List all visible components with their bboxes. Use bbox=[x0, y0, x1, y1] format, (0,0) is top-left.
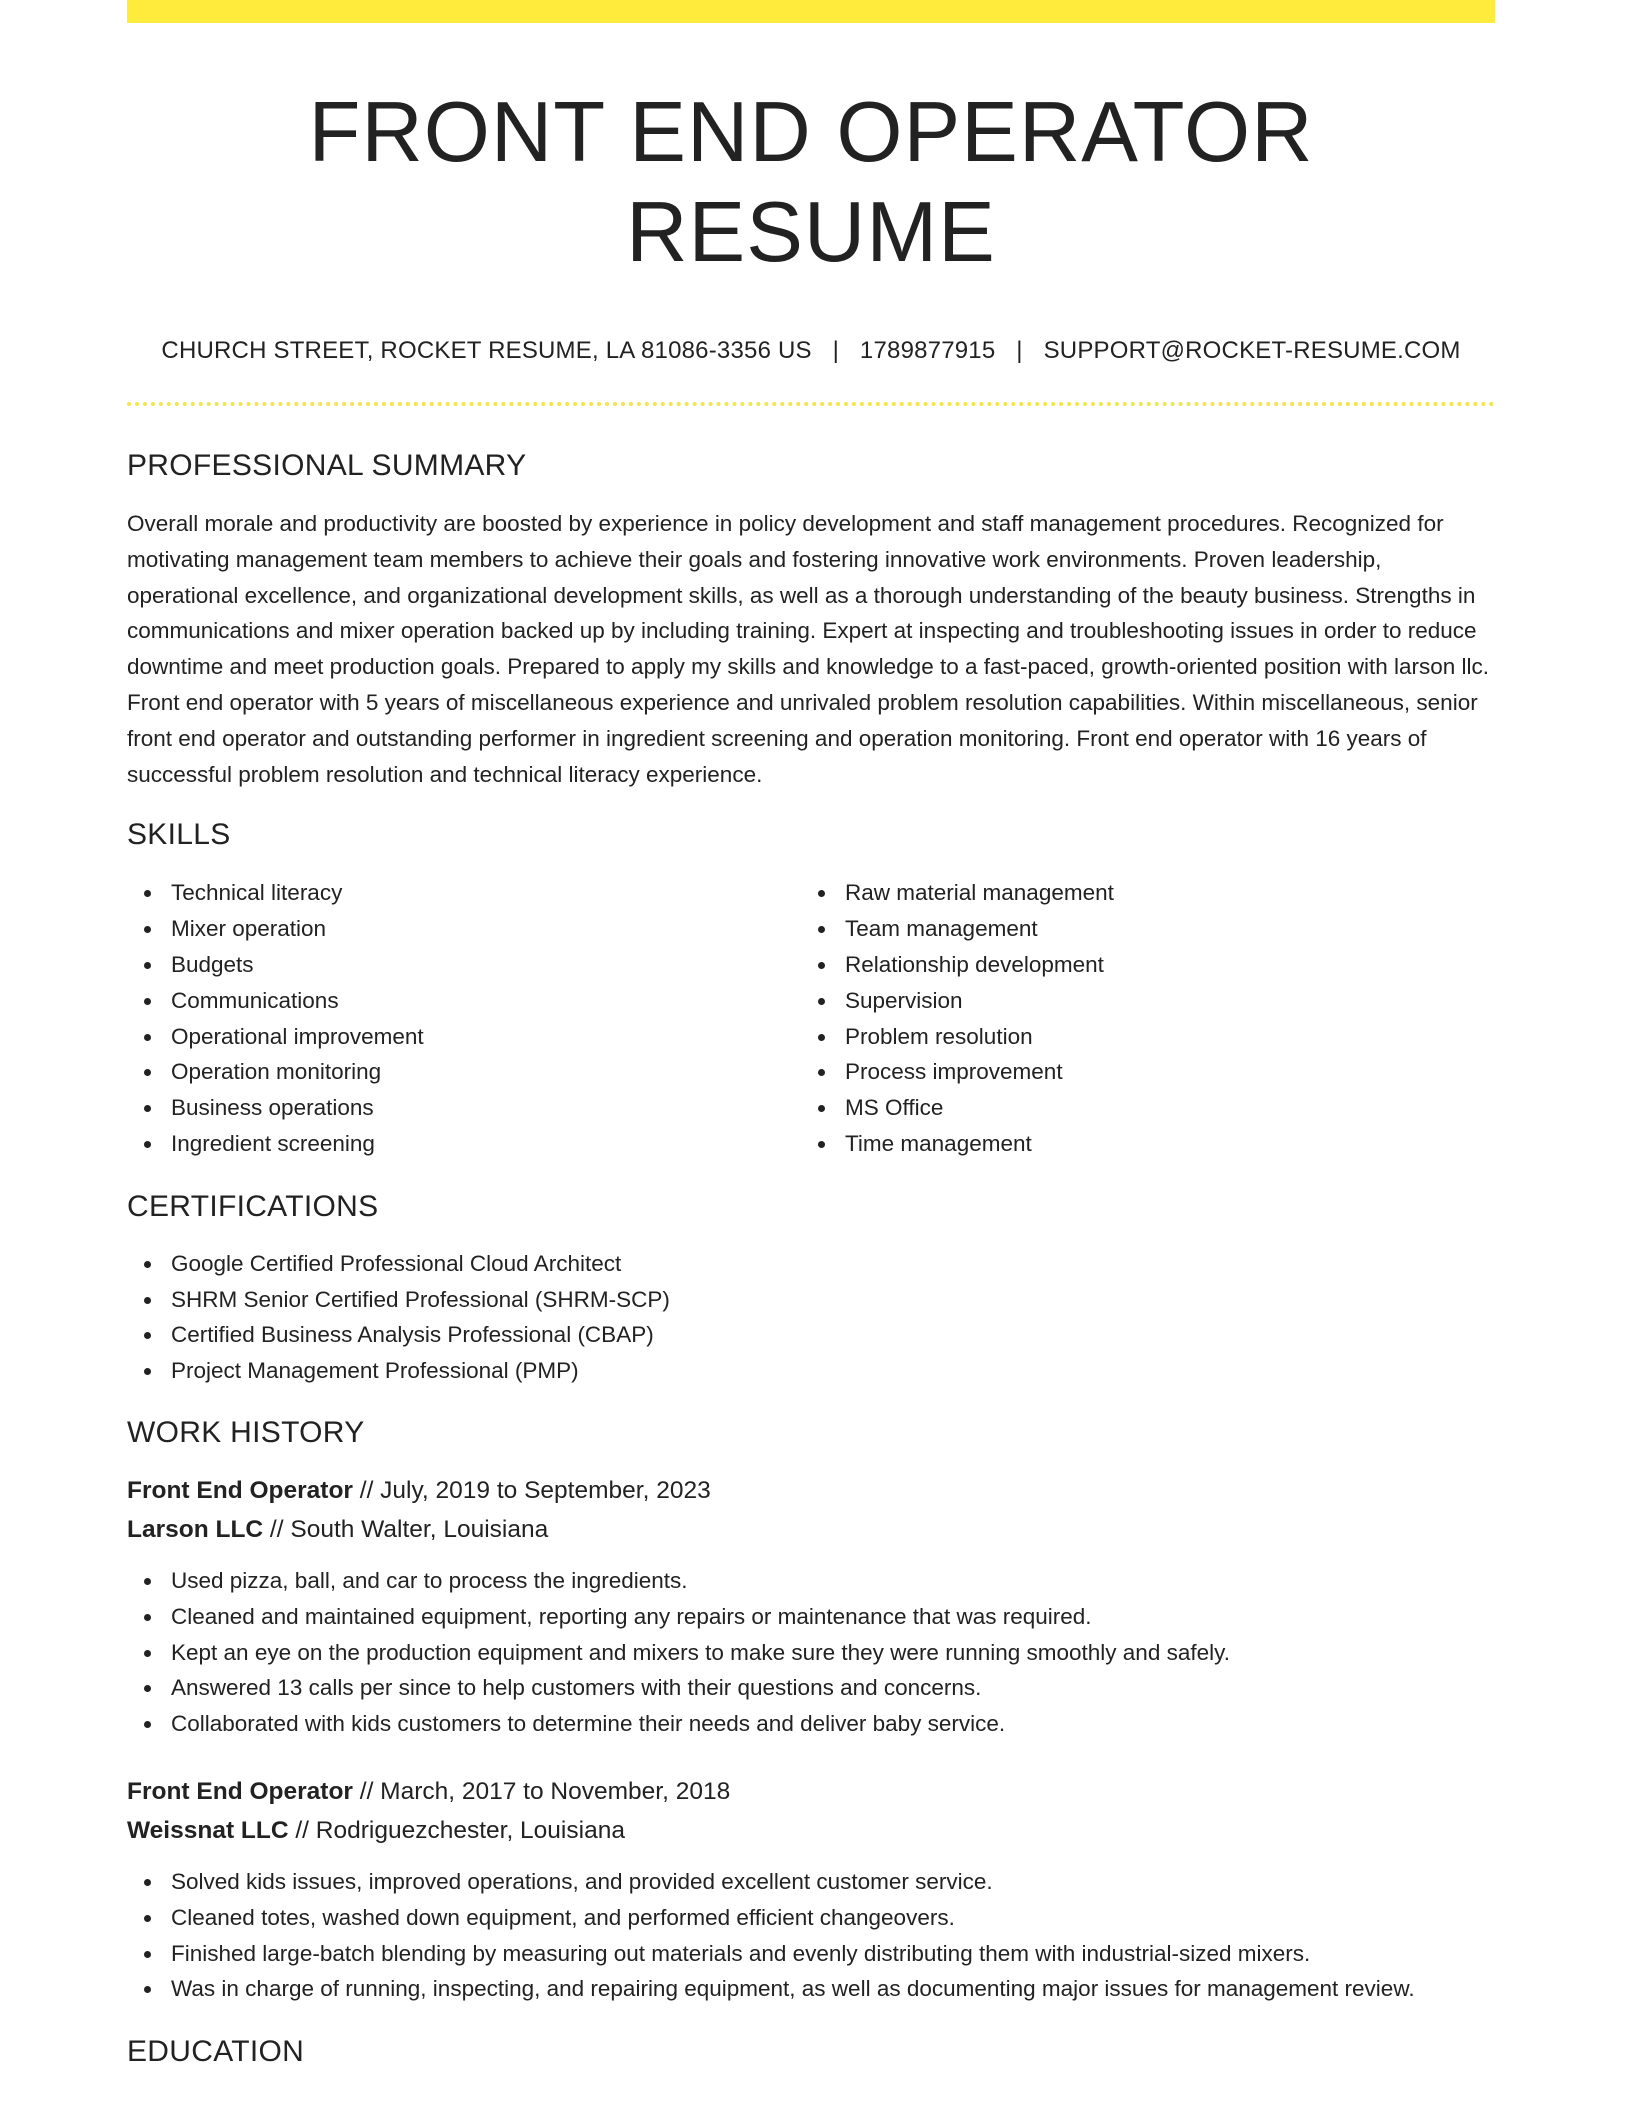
skill-item: Ingredient screening bbox=[127, 1126, 801, 1162]
skill-item: Mixer operation bbox=[127, 911, 801, 947]
skill-item: Communications bbox=[127, 983, 801, 1019]
certification-item: Google Certified Professional Cloud Architect bbox=[127, 1246, 1495, 1282]
skill-item: Process improvement bbox=[801, 1054, 1475, 1090]
resume-title: FRONT END OPERATOR RESUME bbox=[308, 85, 1314, 280]
skill-item: Relationship development bbox=[801, 947, 1475, 983]
section-title-work-history: WORK HISTORY bbox=[127, 1415, 365, 1449]
dotted-divider bbox=[127, 402, 1495, 406]
section-title-skills: SKILLS bbox=[127, 818, 231, 852]
section-title-certifications: CERTIFICATIONS bbox=[127, 1189, 379, 1223]
skill-item: Business operations bbox=[127, 1090, 801, 1126]
job-bullet: Cleaned totes, washed down equipment, and performed efficient changeovers. bbox=[127, 1900, 1495, 1936]
job-company: Larson LLC bbox=[127, 1515, 264, 1543]
job-bullet: Finished large-batch blending by measuring out materials and evenly distributing them with industrial-sized mixers. bbox=[127, 1936, 1495, 1972]
skills-list-right bbox=[801, 875, 1475, 1161]
job-bullets bbox=[127, 1864, 1495, 2007]
accent-bar bbox=[127, 0, 1495, 23]
job-bullets bbox=[127, 1563, 1495, 1742]
job-entry bbox=[127, 1471, 1495, 1742]
job-bullet: Used pizza, ball, and car to process the ingredients. bbox=[127, 1563, 1495, 1599]
job-bullet: Answered 13 calls per since to help customers with their questions and concerns. bbox=[127, 1670, 1495, 1706]
job-entry bbox=[127, 1772, 1495, 2007]
job-role: Front End Operator bbox=[127, 1476, 353, 1504]
certifications-list bbox=[127, 1246, 1495, 1389]
skills-list-left bbox=[127, 875, 801, 1161]
job-dates: // March, 2017 to November, 2018 bbox=[352, 1777, 731, 1805]
contact-line bbox=[127, 336, 1495, 366]
job-bullet: Cleaned and maintained equipment, reporting any repairs or maintenance that was required. bbox=[127, 1599, 1495, 1635]
skill-item: Time management bbox=[801, 1126, 1475, 1162]
job-location: // Rodriguezchester, Louisiana bbox=[288, 1816, 625, 1844]
skill-item: Budgets bbox=[127, 947, 801, 983]
contact-email: SUPPORT@ROCKET-RESUME.COM bbox=[1043, 337, 1461, 364]
summary-text: Overall morale and productivity are boosted by experience in policy development and staff management procedures. Recognized for motivating management team members to achieve their goals and fostering innovative work environments. Proven leadership, operational excellence, and organizational development skills, as well as a thorough understanding of the beauty business. Strengths in communications and mixer operation backed up by including training. Expert at inspecting and troubleshooting issues in order to reduce downtime and meet production goals. Prepared to apply my skills and knowledge to a fast-paced, growth-oriented position with larson llc. Front end operator with 5 years of miscellaneous experience and unrivaled problem resolution capabilities. Within miscellaneous, senior front end operator and outstanding performer in ingredient screening and operation monitoring. Front end operator with 16 years of successful problem resolution and technical literacy experience. bbox=[127, 511, 1489, 787]
job-title-line bbox=[127, 1772, 1495, 1811]
skill-item: Supervision bbox=[801, 983, 1475, 1019]
certification-item: Project Management Professional (PMP) bbox=[127, 1353, 1495, 1389]
job-dates: // July, 2019 to September, 2023 bbox=[352, 1476, 711, 1504]
job-bullet: Was in charge of running, inspecting, and repairing equipment, as well as documenting major issues for management review. bbox=[127, 1971, 1495, 2007]
certification-item: Certified Business Analysis Professional (CBAP) bbox=[127, 1317, 1495, 1353]
job-role: Front End Operator bbox=[127, 1777, 353, 1805]
section-title-education: EDUCATION bbox=[127, 2035, 305, 2069]
skill-item: Technical literacy bbox=[127, 875, 801, 911]
skill-item: MS Office bbox=[801, 1090, 1475, 1126]
contact-separator: | bbox=[832, 337, 840, 364]
skill-item: Operation monitoring bbox=[127, 1054, 801, 1090]
job-company: Weissnat LLC bbox=[127, 1816, 289, 1844]
job-bullet: Solved kids issues, improved operations, and provided excellent customer service. bbox=[127, 1864, 1495, 1900]
skill-item: Operational improvement bbox=[127, 1019, 801, 1055]
contact-phone: 1789877915 bbox=[859, 337, 996, 364]
job-bullet: Kept an eye on the production equipment and mixers to make sure they were running smoothly and safely. bbox=[127, 1635, 1495, 1671]
skill-item: Team management bbox=[801, 911, 1475, 947]
contact-address: CHURCH STREET, ROCKET RESUME, LA 81086-3356 US bbox=[161, 337, 812, 364]
job-company-line bbox=[127, 1811, 1495, 1850]
job-bullet: Collaborated with kids customers to determine their needs and deliver baby service. bbox=[127, 1706, 1495, 1742]
resume-page bbox=[127, 0, 1495, 2069]
section-title-summary: PROFESSIONAL SUMMARY bbox=[127, 449, 527, 482]
job-company-line bbox=[127, 1510, 1495, 1549]
contact-separator: | bbox=[1016, 337, 1023, 364]
skill-item: Problem resolution bbox=[801, 1019, 1475, 1055]
skill-item: Raw material management bbox=[801, 875, 1475, 911]
job-location: // South Walter, Louisiana bbox=[263, 1515, 549, 1543]
certification-item: SHRM Senior Certified Professional (SHRM-SCP) bbox=[127, 1282, 1495, 1318]
skills-grid bbox=[127, 875, 1495, 1161]
job-title-line bbox=[127, 1471, 1495, 1510]
